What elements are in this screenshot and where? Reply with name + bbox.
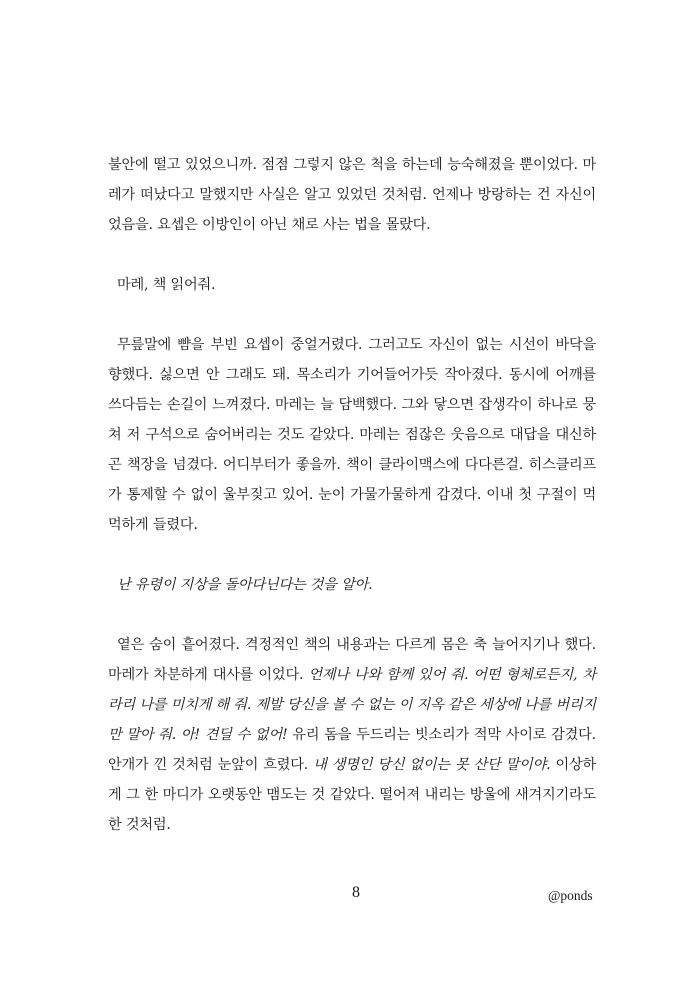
quote-line: 난 유령이 지상을 돌아다닌다는 것을 알아. bbox=[117, 577, 373, 593]
paragraph-3 bbox=[108, 630, 596, 840]
page-body bbox=[108, 150, 596, 840]
author-handle: @ponds bbox=[548, 888, 593, 903]
dialogue-line: 마레, 책 읽어줘. bbox=[117, 277, 216, 293]
page-number: 8 bbox=[352, 884, 360, 901]
italic-quote: 내 생명인 당신 없이는 못 산단 말이야. bbox=[313, 757, 551, 773]
narration-text: 유리 돔을 두드리는 빗소리가 적막 사이로 감겼다. 안개가 낀 것처럼 눈앞이 흐렸다. bbox=[108, 727, 596, 773]
narration-text: 옅은 숨이 흩어졌다. 격정적인 책의 내용과는 다르게 몸은 축 늘어지기나 했다. 마레가 차분하게 대사를 이었다. bbox=[108, 637, 596, 683]
paragraph-2: 무릎말에 뺨을 부빈 요셉이 중얼거렸다. 그러고도 자신이 없는 시선이 바닥을 향했다. 싫으면 안 그래도 돼. 목소리가 기어들어가듯 작아졌다. 동시에 어깨를 쓰다듬는 손길이 느껴졌다. 마레는 늘 담백했다. 그와 닿으면 잡생각이 하나로 뭉쳐 저 구석으로 숨어버리는 것도 같았다. 마레는 점잖은 웃음으로 대답을 대신하곤 책장을 넘겼다. 어디부터가 좋을까. 책이 클라이맥스에 다다른걸. 히스클리프가 통제할 수 없이 울부짖고 있어. 눈이 가물가물하게 감겼다. 이내 첫 구절이 먹먹하게 들렸다. bbox=[108, 337, 596, 533]
narration-text: 이상하게 그 한 마디가 오랫동안 맴도는 것 같았다. 떨어져 내리는 방울에 새겨지기라도 한 것처럼. bbox=[108, 757, 596, 833]
italic-quote: 언제나 나와 함께 있어 줘. 어떤 형체로든지, 차라리 나를 미치게 해 줘. 제발 당신을 볼 수 없는 이 지옥 같은 세상에 나를 버리지만 말아 줘. 아! 견딜 수 없어! bbox=[108, 667, 596, 743]
paragraph-1: 불안에 떨고 있었으니까. 점점 그렇지 않은 척을 하는데 능숙해졌을 뿐이었다. 마레가 떠났다고 말했지만 사실은 알고 있었던 것처럼. 언제나 방랑하는 건 자신이었음을. 요셉은 이방인이 아닌 채로 사는 법을 몰랐다. bbox=[108, 157, 596, 233]
